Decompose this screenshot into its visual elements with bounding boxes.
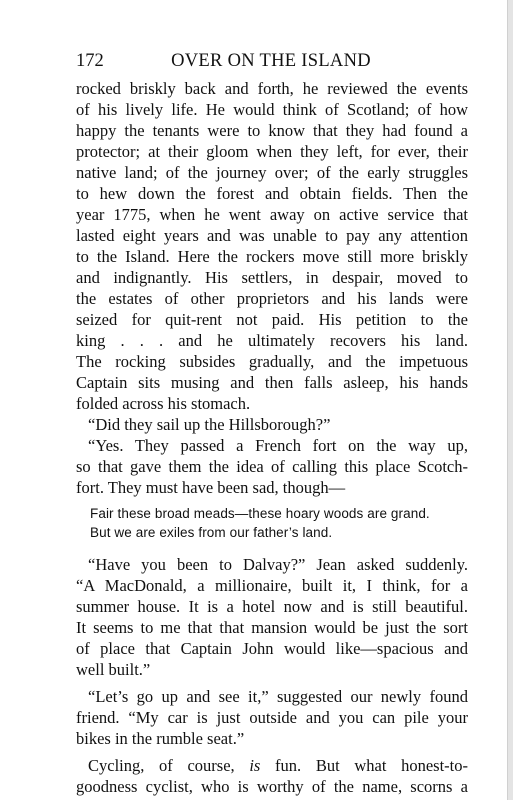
text-line: native land; of the journey over; of the early struggles [76,163,468,182]
text-line: to hew down the forest and obtain fields. Then the [76,184,468,203]
text-line: the estates of other proprietors and his lands were [76,289,468,308]
text-line: so that gave them the idea of calling this place Scotch- [76,457,468,476]
paragraph [76,686,468,749]
text-line: to the Island. Here the rockers move still more briskly [76,247,468,266]
text-run: Cycling, of course, [88,756,250,775]
verse-quotation [76,504,468,542]
verse-line: But we are exiles from our father’s land. [90,525,333,540]
page-number: 172 [76,51,104,71]
page-edge [508,0,513,800]
paragraph [76,435,468,498]
text-run: fun. But what honest-to- [260,756,468,775]
text-line: The rocking subsides gradually, and the impetuous [76,352,468,371]
text-line [76,755,468,776]
text-line: and indignantly. His settlers, in despair, moved to [76,268,468,287]
text-line: rocked briskly back and forth, he reviewed the events [76,79,468,98]
page-header [76,47,466,75]
emphasis-text: is [249,756,261,775]
text-line: goodness cyclist, who is worthy of the name, scorns a [76,777,468,796]
text-line: “A MacDonald, a millionaire, built it, I think, for a [76,576,468,595]
text-line: seized for quit-rent not paid. His petition to the [76,310,468,329]
verse-line: Fair these broad meads—these hoary woods are grand. [90,506,430,521]
text-line: “Did they sail up the Hillsborough?” [88,415,331,434]
text-line: folded across his stomach. [76,394,251,413]
body-text [76,78,468,797]
text-line: lasted eight years and was unable to pay any attention [76,226,468,245]
text-line: summer house. It is a hotel now and is still beautiful. [76,597,468,616]
text-line: It seems to me that that mansion would be just the sort [76,618,468,637]
paragraph [76,755,468,797]
text-line: year 1775, when he went away on active service that [76,205,468,224]
paragraph [76,554,468,680]
paragraph [76,78,468,414]
text-line: friend. “My car is just outside and you can pile your [76,708,468,727]
text-line: “Have you been to Dalvay?” Jean asked suddenly. [88,555,468,574]
text-line: king . . . and he ultimately recovers his land. [76,331,468,350]
text-line: Captain sits musing and then falls asleep, his hands [76,373,468,392]
running-title: OVER ON THE ISLAND [171,51,371,71]
text-line: protector; at their gloom when they left, for ever, their [76,142,468,161]
text-line: fort. They must have been sad, though— [76,478,346,497]
text-line: well built.” [76,660,151,679]
text-line: “Let’s go up and see it,” suggested our newly found [88,687,468,706]
paragraph [76,414,468,435]
text-line: of his lively life. He would think of Scotland; of how [76,100,468,119]
text-line: happy the tenants were to know that they had found a [76,121,468,140]
text-line: of place that Captain John would like—spacious and [76,639,468,658]
text-line: “Yes. They passed a French fort on the way up, [88,436,468,455]
text-line: bikes in the rumble seat.” [76,729,245,748]
